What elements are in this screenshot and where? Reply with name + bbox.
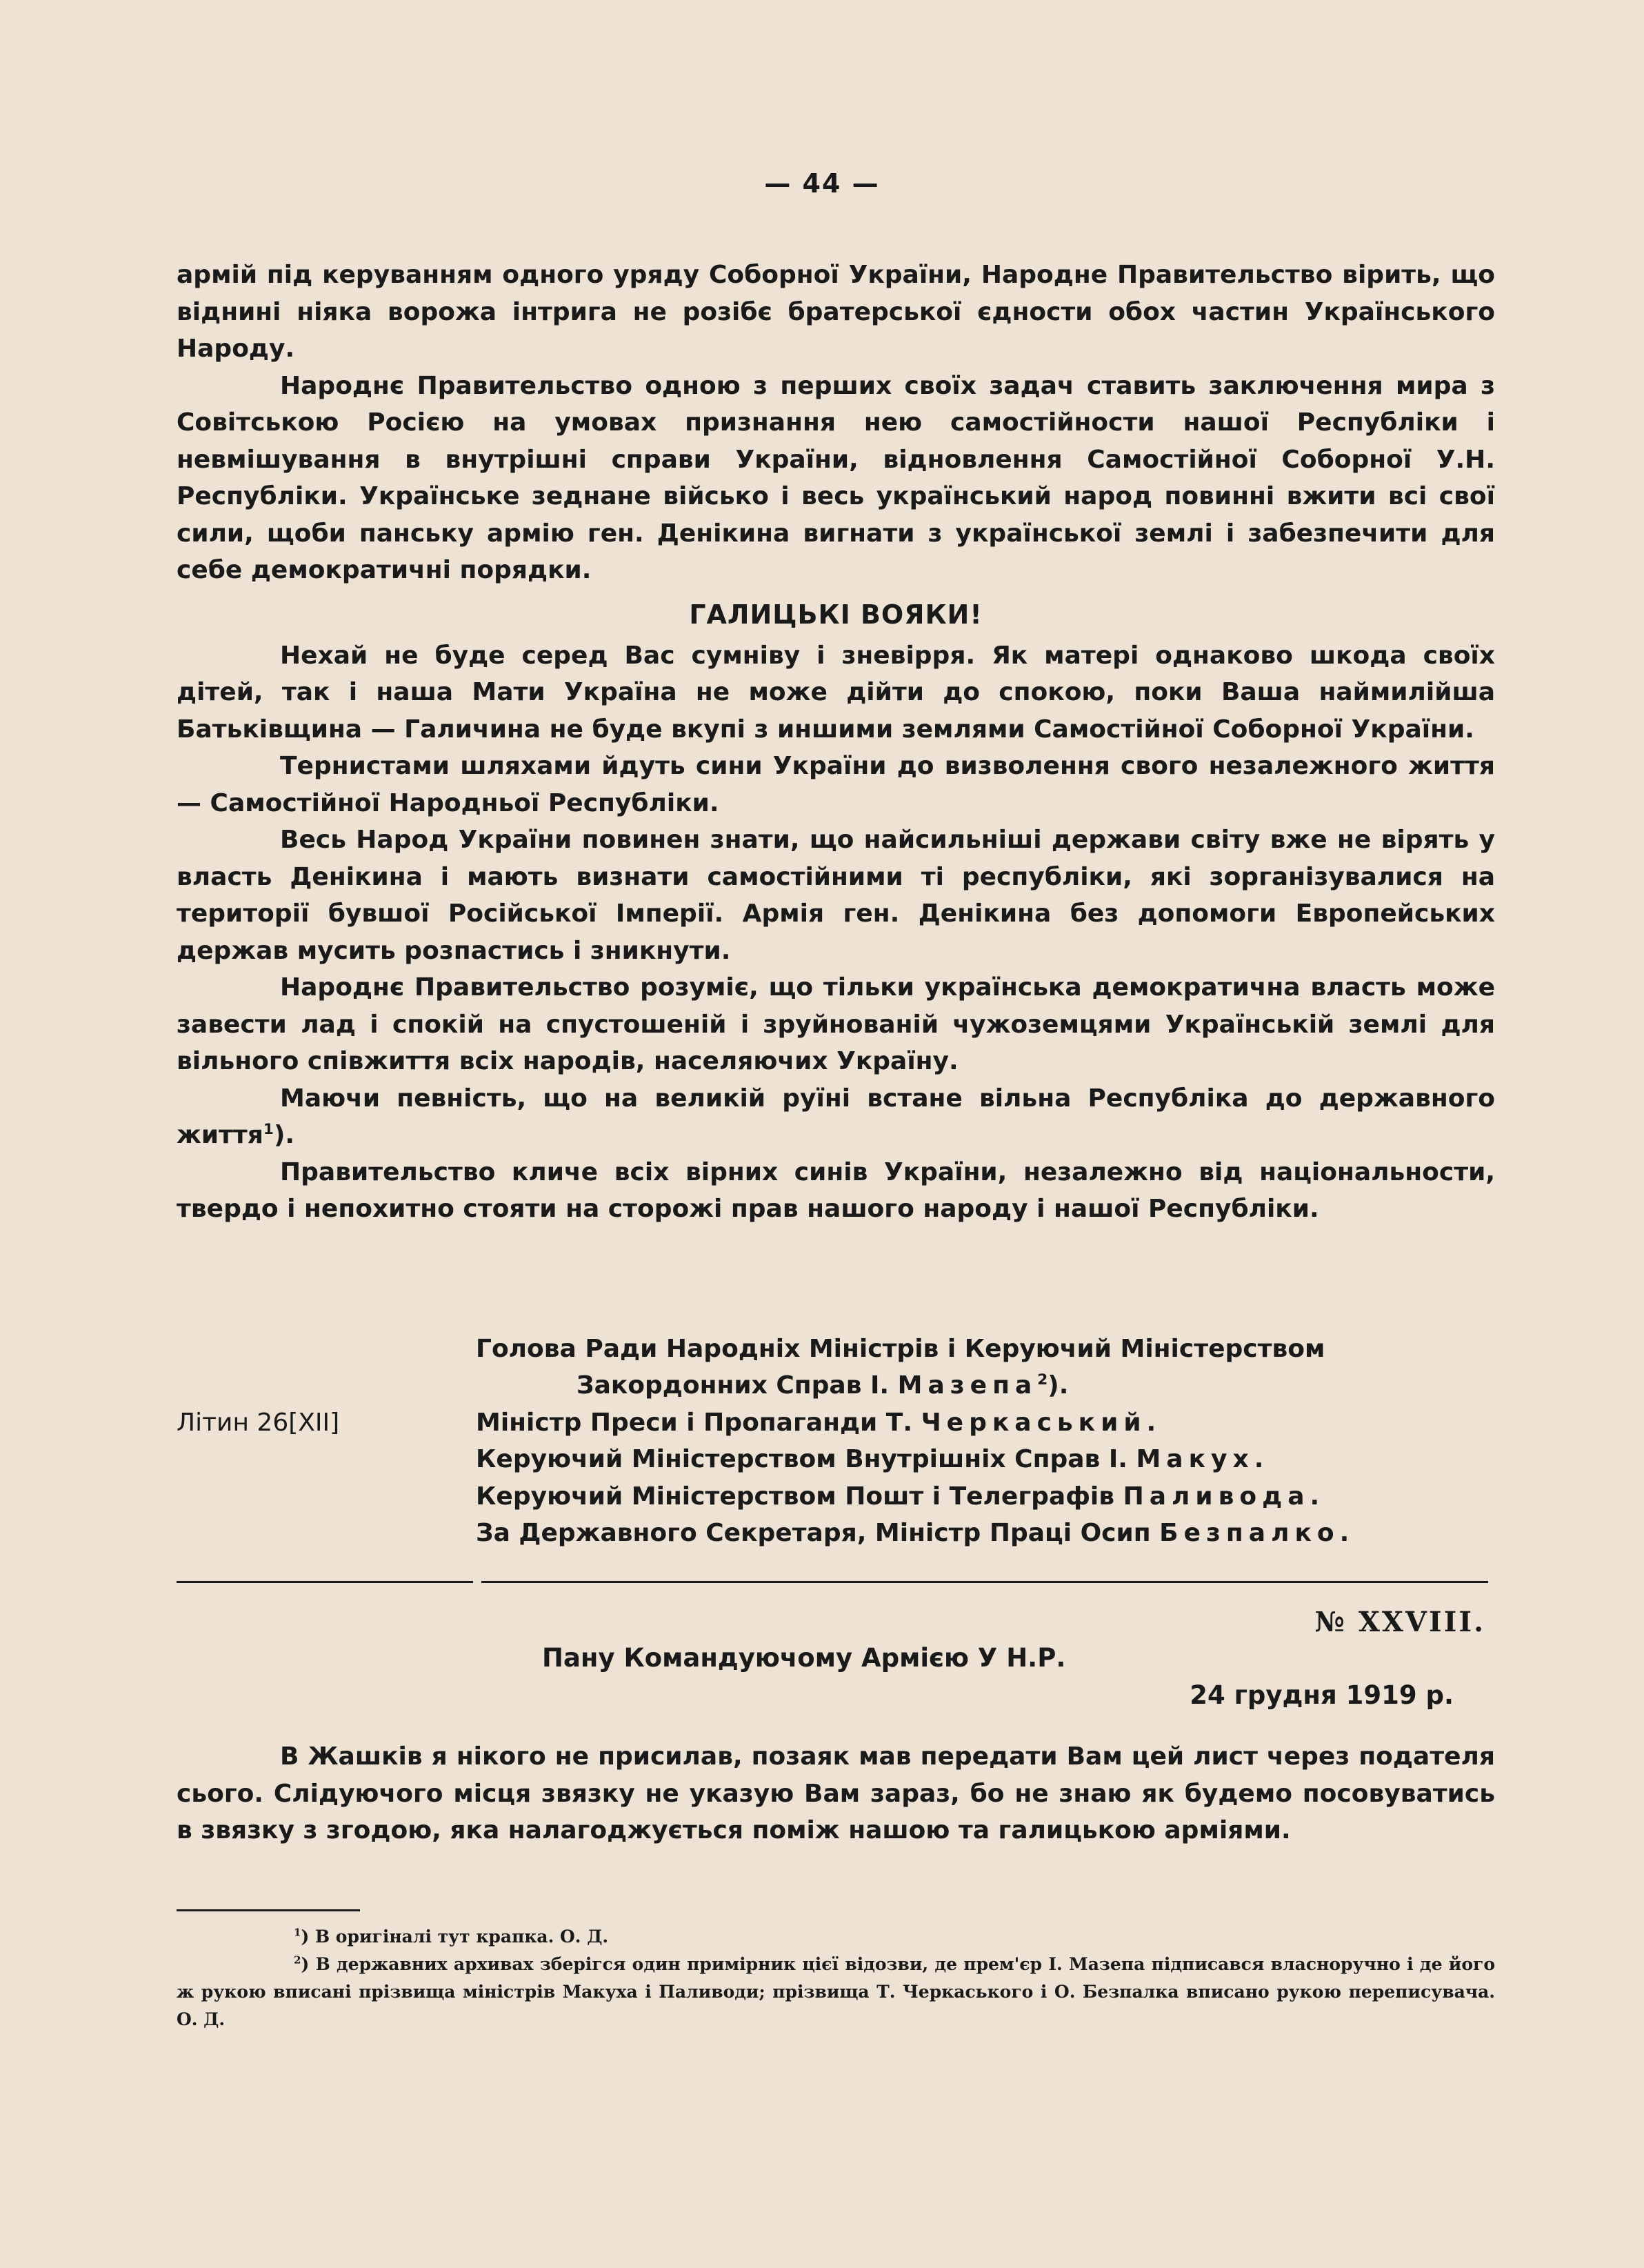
- footnote-2: $^2$) В державних архивах зберігся один примірник цієї відозви, де прем'єр І. Мазепа підписався власноручно і де його ж рукою вписані прізвища міністрів Макуха і Паливоди; прізвища Т. Черкаського і О. Безпалка вписано рукою переписувача. О. Д.: [177, 1953, 1495, 2029]
- paragraph-3: Нехай не буде серед Вас сумніву і зневірря. Як матері однаково шкода своїх дітей, так і наша Мати Україна не може дійти до спокою, поки Ваша наймилійша Батьківщина — Галичина не буде вкупі з иншими землями Самостійної Соборної України.: [177, 641, 1495, 744]
- letter-text: В Жашків я нікого не присилав, позаяк мав передати Вам цей лист через подателя сього. Слідуючого місця звязку не указую Вам зараз, бо не знаю як будемо посовуватись в звязку з згодою, яка налагоджується поміж нашою та галицькою арміями.: [177, 1742, 1495, 1844]
- signature-line-5: Керуючий Міністерством Пошт і Телеграфів Паливода.: [476, 1482, 1325, 1511]
- signature-line-2: Закордонних Справ І. Мазепа$^2$).: [577, 1371, 1069, 1400]
- footnotes: [177, 1923, 1495, 2033]
- letter-date: 24 грудня 1919 р.: [1190, 1680, 1454, 1710]
- footnote-ref-1: 1: [263, 1121, 274, 1138]
- separator-rule-left: [177, 1581, 473, 1583]
- place-date: Літин 26[XII]: [177, 1409, 340, 1437]
- letter-body: [177, 1738, 1495, 1849]
- section-heading: ГАЛИЦЬКІ ВОЯКИ!: [689, 599, 983, 630]
- footnote-1: $^1$) В оригіналі тут крапка. О. Д.: [294, 1926, 609, 1947]
- paragraph-1: армій під керуванням одного уряду Соборної України, Народне Правительство вірить, що віднині ніяка ворожа інтрига не розібє братерської єдности обох частин Українського Народу.: [177, 261, 1495, 363]
- document-number: № XXVIII.: [1314, 1606, 1485, 1638]
- signature-line-1: Голова Ради Народніх Міністрів і Керуючий Міністерством: [476, 1335, 1325, 1363]
- proclamation-text: [177, 257, 1495, 1228]
- paragraph-5: Весь Народ України повинен знати, що найсильніші держави світу вже не вірять у власть Денікина і мають визнати самостійними ті республіки, які зорганізувалися на території бувшої Російської Імперії. Армія ген. Денікина без допомоги Европейських держав мусить розпастись і зникнути.: [177, 826, 1495, 965]
- signature-line-4: Керуючий Міністерством Внутрішніх Справ І. Макух.: [476, 1445, 1270, 1473]
- paragraph-6: Народнє Правительство розуміє, що тільки українська демократична власть може завести лад і спокій на спустошеній і зруйнованій чужоземцями Українській землі для вільного співжиття всіх народів, населяючих Україну.: [177, 973, 1495, 1075]
- separator-rule-right: [481, 1581, 1488, 1583]
- paragraph-2: Народнє Правительство одною з перших своїх задач ставить заключення мира з Совітською Росією на умовах признання нею самостійности нашої Республіки і невмішування в внутрішні справи України, відновлення Самостійної Соборної У.Н. Республіки. Українське зеднане військо і весь український народ повинні вжити всі свої сили, щоби панську армію ген. Денікина вигнати з української землі і забезпечити для себе демократичні порядки.: [177, 371, 1495, 584]
- signature-line-3: Міністр Преси і Пропаганди Т. Черкаський.: [476, 1409, 1162, 1437]
- letter-addressee: Пану Командуючому Армією У Н.Р.: [542, 1643, 1066, 1673]
- paragraph-8: Правительство кличе всіх вірних синів України, незалежно від національности, твердо і непохитно стояти на сторожі прав нашого народу і нашої Республіки.: [177, 1157, 1495, 1223]
- signature-line-6: За Державного Секретаря, Міністр Праці Осип Безпалко.: [476, 1519, 1355, 1547]
- paragraph-4: Тернистами шляхами йдуть сини України до визволення свого незалежного життя — Самостійної Народньої Республіки.: [177, 752, 1495, 817]
- page-number: — 44 —: [764, 168, 880, 199]
- paragraph-7: Маючи певність, що на великій руїні встане вільна Республіка до державного життя$^1$).: [177, 1084, 1495, 1149]
- footnote-rule: [177, 1909, 360, 1911]
